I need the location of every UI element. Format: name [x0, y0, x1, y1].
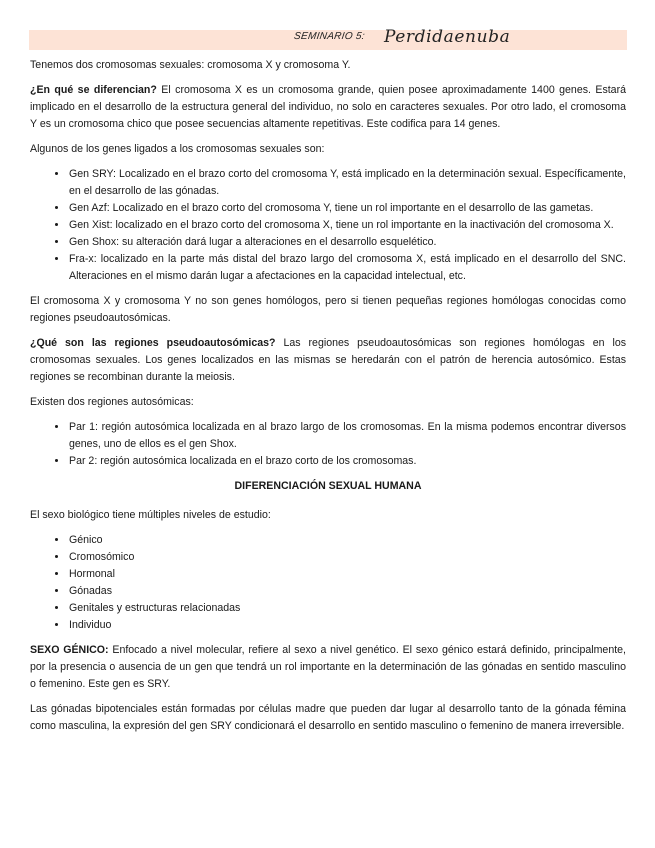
regions-intro: Existen dos regiones autosómicas:	[30, 396, 194, 408]
pseudo-text: Las regiones pseudoautosómicas son regiones homólogas en los cromosomas sexuales. Los genes localizados en las mismas se heredarán con el patrón de herencia autosómico. Estas regiones se recombinan durante la meiosis.	[30, 337, 627, 383]
list-item: • Individuo	[68, 617, 626, 634]
list-item: • Par 2: región autosómica localizada en el brazo corto de los cromosomas.	[68, 453, 626, 470]
header-handwritten-title: Perdidaenuba	[384, 27, 511, 47]
levels-list	[30, 532, 626, 634]
homologous-paragraph: El cromosoma X y cromosoma Y no son genes homólogos, pero si tienen pequeñas regiones homólogas conocidas como regiones pseudoautosómicas.	[30, 295, 626, 324]
differ-text: El cromosoma X es un cromosoma grande, quien posee aproximadamente 1400 genes. Estará implicado en el desarrollo de la estructura general del individuo, no solo en caracteres sexuales. Por otro lado, el cromosoma Y es un cromosoma chico que posee secuencias altamente repetitivas. Este codifica para 14 genes.	[30, 84, 626, 130]
levels-intro: El sexo biológico tiene múltiples niveles de estudio:	[30, 509, 271, 521]
pseudo-question: ¿Qué son las regiones pseudoautosómicas?	[30, 337, 276, 349]
differ-paragraph	[30, 82, 626, 133]
gonads-paragraph: Las gónadas bipotenciales están formadas por células madre que pueden dar lugar al desarrollo tanto de la gónada fémina como masculina, la expresión del gen SRY condicionará el desarrollo en sentido masculino o femenino de manera irreversible.	[30, 703, 626, 732]
list-item: • Génico	[68, 532, 626, 549]
header-seminar-label: SEMINARIO 5:	[293, 31, 366, 42]
genic-paragraph	[30, 642, 626, 693]
genes-intro: Algunos de los genes ligados a los cromosomas sexuales son:	[30, 143, 325, 155]
differ-question: ¿En qué se diferencian?	[30, 84, 157, 96]
genes-list	[30, 166, 626, 285]
list-item: • Gen Xist: localizado en el brazo corto del cromosoma X, tiene un rol importante en la inactivación del cromosoma X.	[68, 217, 626, 234]
list-item: • Gen Shox: su alteración dará lugar a alteraciones en el desarrollo esquelético.	[68, 234, 626, 251]
document-body	[30, 57, 626, 743]
list-item: • Gónadas	[68, 583, 626, 600]
genic-text: Enfocado a nivel molecular, refiere al sexo a nivel genético. El sexo génico estará definido, principalmente, por la presencia o ausencia de un gen que tendrá un rol importante en la determinación de las gónadas en sentido masculino o femenino. Este gen es SRY.	[30, 644, 626, 690]
list-item: • Hormonal	[68, 566, 626, 583]
list-item: • Gen Azf: Localizado en el brazo corto del cromosoma Y, tiene un rol importante en el desarrollo de las gametas.	[68, 200, 626, 217]
section-title	[30, 478, 626, 495]
list-item: • Cromosómico	[68, 549, 626, 566]
list-item: • Gen SRY: Localizado en el brazo corto del cromosoma Y, está implicado en la determinación sexual. Específicamente, en el desarrollo de las gónadas.	[68, 166, 626, 200]
genic-label: SEXO GÉNICO:	[30, 644, 109, 656]
list-item: • Par 1: región autosómica localizada en al brazo largo de los cromosomas. En la misma podemos encontrar diversos genes, uno de ellos es el gen Shox.	[68, 419, 626, 453]
pseudo-paragraph	[30, 335, 626, 386]
section-title-text: DIFERENCIACIÓN SEXUAL HUMANA	[234, 480, 422, 492]
regions-list	[30, 419, 626, 470]
intro-paragraph: Tenemos dos cromosomas sexuales: cromosoma X y cromosoma Y.	[30, 59, 351, 71]
list-item: • Fra-x: localizado en la parte más distal del brazo largo del cromosoma X, está implicado en el desarrollo del SNC. Alteraciones en el mismo darán lugar a afectaciones en la capacidad intelectual, etc.	[68, 251, 626, 285]
list-item: • Genitales y estructuras relacionadas	[68, 600, 626, 617]
